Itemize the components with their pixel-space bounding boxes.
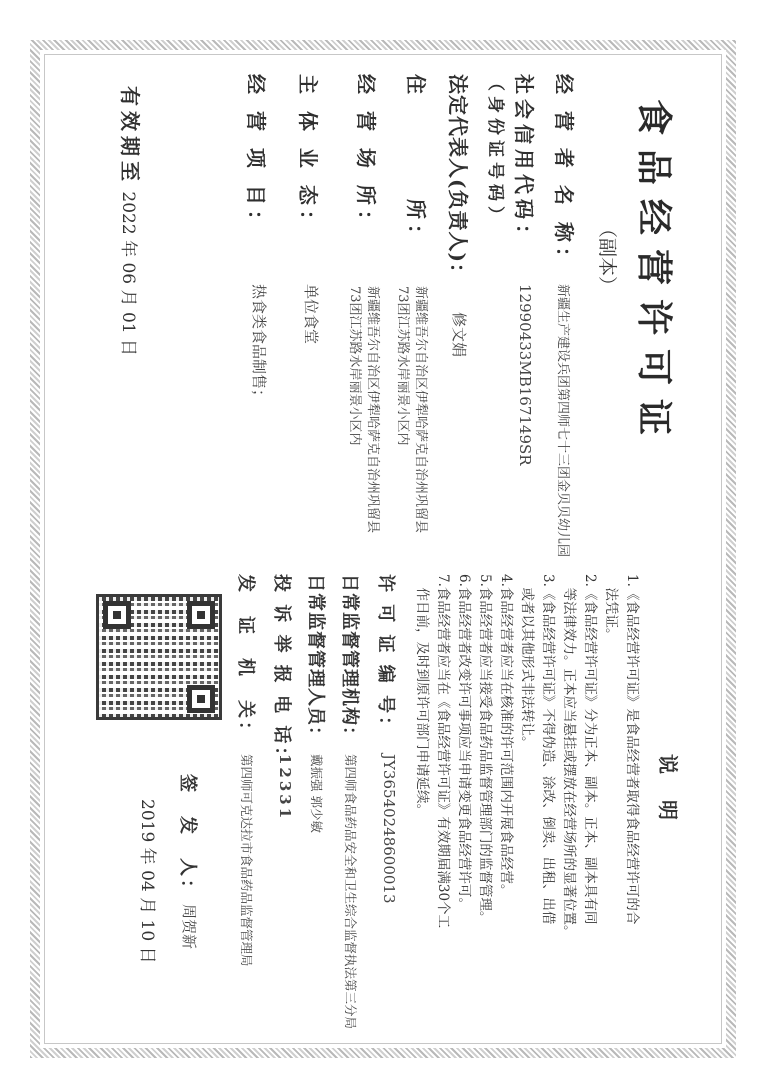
year-char: 年	[137, 847, 157, 865]
note-line: 4.食品经营者应当在核准的许可范围内开展食品经营。	[498, 574, 514, 898]
operator-name-label: 经 营 者 名 称：	[552, 74, 576, 272]
address-line-2: 73团江苏路水岸丽景小区内	[395, 286, 410, 446]
issuing-authority-value: 第四师可克达拉市食品药品监督管理局	[239, 754, 254, 967]
notes-list	[411, 574, 642, 939]
validity-year: 2022	[118, 191, 138, 235]
validity-label: 有效期至	[118, 86, 142, 186]
note-line: 等法律效力。正本应当悬挂或摆放在经营场所的显著位置。	[561, 574, 577, 939]
qr-finder-pattern	[103, 601, 131, 629]
business-place-line-2: 73团江苏路水岸丽景小区内	[347, 286, 362, 446]
year-char: 年	[118, 240, 138, 258]
supervision-agency-label: 日常监督管理机构：	[339, 574, 360, 745]
validity-day: 01	[118, 311, 138, 334]
note-line: 或者以其他形式非法转让。	[519, 574, 535, 750]
license-number-value: JY36540248600013	[380, 754, 398, 904]
supervision-agency-value: 第四师食品药品安全和卫生综合监督执法第三分局	[343, 754, 358, 1030]
address-line-1: 新疆维吾尔自治区伊犁哈萨克自治州巩留县	[413, 286, 428, 534]
issue-day: 10	[137, 919, 157, 942]
legal-rep-value: 修文娟	[450, 312, 468, 358]
business-scope-value: 热食类食品制售；	[250, 284, 268, 405]
supervisor-label: 日常监督管理人员：	[305, 574, 326, 745]
issue-year: 2019	[137, 799, 157, 843]
qr-code	[96, 594, 222, 720]
issue-date	[137, 799, 162, 964]
license-subtitle: （副本）	[596, 219, 618, 296]
day-char: 日	[118, 338, 138, 356]
note-line: 3.《食品经营许可证》不得伪造、涂改、倒卖、出租、出借	[540, 574, 556, 925]
note-line: 5.食品经营者应当接受食品药品监督管理部门的监督管理。	[477, 574, 493, 925]
notes-title: 说明	[656, 754, 680, 846]
legal-rep-label: 法定代表人(负责人)：	[446, 74, 470, 284]
issuing-authority-label: 发 证 机 关：	[235, 574, 256, 742]
complaint-phone-value: 12331	[276, 754, 294, 822]
validity-date	[117, 86, 146, 356]
credit-code-label: 社会信用代码：	[512, 74, 536, 249]
credit-code-value: 12990433MB167149SR	[516, 284, 534, 466]
supervisor-value: 戴振强 郭少敏	[309, 754, 324, 833]
note-line: 作日前，及时到原许可部门申请延续。	[414, 574, 430, 817]
signer-value: 周贺新	[180, 904, 198, 950]
note-line: 6.食品经营者改变许可事项应当申请变更食品经营许可。	[456, 574, 472, 911]
business-scope-label: 经 营 项 目：	[244, 74, 268, 235]
business-place-label: 经 营 场 所：	[354, 74, 378, 235]
issue-month: 04	[137, 870, 157, 892]
day-char: 日	[137, 946, 157, 964]
address-label: 住 所：	[404, 74, 428, 249]
note-line: 1.《食品经营许可证》是食品经营者取得食品经营许可的合	[624, 574, 640, 925]
note-line: 2.《食品经营许可证》分为正本、副本。正本、副本具有同	[582, 574, 598, 925]
signer-label: 签 发 人：	[177, 774, 198, 900]
qr-finder-pattern	[187, 601, 215, 629]
license-title: 食品经营许可证	[633, 99, 675, 450]
license-number-label: 许 可 证 编 号：	[375, 574, 396, 738]
complaint-phone-label: 投 诉 举 报 电 话：	[271, 574, 292, 768]
id-number-sublabel: （身份证号码）	[485, 74, 505, 228]
validity-month: 06	[118, 262, 138, 285]
entity-type-label: 主 体 业 态：	[296, 74, 320, 235]
entity-type-value: 单位食堂	[302, 284, 320, 345]
qr-finder-pattern	[187, 685, 215, 713]
license-page	[44, 54, 722, 1044]
month-char: 月	[118, 289, 138, 307]
month-char: 月	[137, 897, 157, 915]
note-line: 7.食品经营者应当在《食品经营许可证》有效期届满30个工	[435, 574, 451, 929]
note-line: 法凭证。	[603, 574, 619, 642]
operator-name-value: 新疆生产建设兵团第四师七十三团金贝贝幼儿园	[555, 284, 570, 558]
business-place-line-1: 新疆维吾尔自治区伊犁哈萨克自治州巩留县	[365, 286, 380, 534]
